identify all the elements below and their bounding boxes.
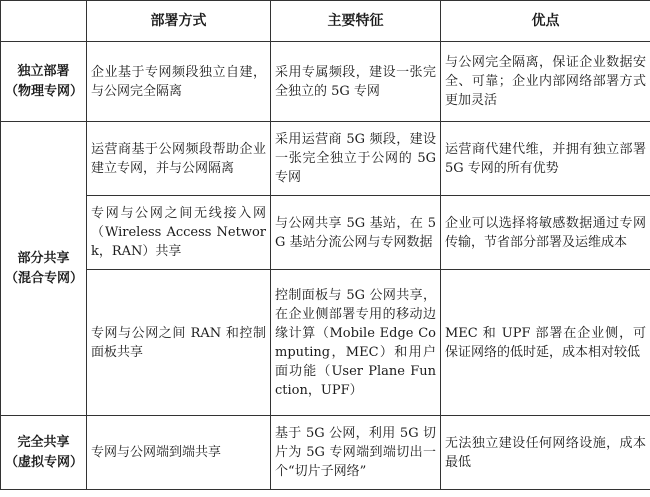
table-row [1,416,650,490]
table-row [1,196,650,270]
table-row [1,270,650,416]
advantage-cell: MEC 和 UPF 部署在企业侧，可保证网络的低时延，成本相对较低 [441,270,650,416]
deploy-cell: 专网与公网之间 RAN 和控制面板共享 [87,270,271,416]
table-row [1,42,650,122]
category-cell-full [1,416,87,490]
deploy-cell: 专网与公网之间无线接入网（Wireless Access Network，RAN）共享 [87,196,271,270]
deploy-cell: 企业基于专网频段独立自建，与公网完全隔离 [87,42,271,122]
deploy-cell: 运营商基于公网频段帮助企业建立专网，并与公网隔离 [87,122,271,196]
category-title: 独立部署 [17,63,70,79]
table-row [1,122,650,196]
feature-cell: 控制面板与 5G 公网共享，在企业侧部署专用的移动边缘计算（Mobile Edge Computing，MEC）和用户面功能（User Plane Function，UPF） [271,270,441,416]
feature-cell: 采用专属频段，建设一张完全独立的 5G 专网 [271,42,441,122]
category-title: 完全共享 [17,434,70,450]
deploy-cell: 专网与公网端到端共享 [87,416,271,490]
header-advantage: 优点 [441,1,650,42]
advantage-cell: 运营商代建代维，并拥有独立部署 5G 专网的所有优势 [441,122,650,196]
header-main-feature: 主要特征 [271,1,441,42]
feature-cell: 与公网共享 5G 基站，在 5G 基站分流公网与专网数据 [271,196,441,270]
category-subtitle: （混合专网） [5,270,84,286]
feature-cell: 采用运营商 5G 频段，建设一张完全独立于公网的 5G 专网 [271,122,441,196]
category-cell-partial [1,122,87,416]
category-subtitle: （虚拟专网） [5,454,84,470]
category-subtitle: （物理专网） [5,83,84,99]
advantage-cell: 企业可以选择将敏感数据通过专网传输，节省部分部署及运维成本 [441,196,650,270]
feature-cell: 基于 5G 公网，利用 5G 切片为 5G 专网端到端切出一个“切片子网络” [271,416,441,490]
header-category [1,1,87,42]
category-title: 部分共享 [17,250,70,266]
advantage-cell: 与公网完全隔离，保证企业数据安全、可靠；企业内部网络部署方式更加灵活 [441,42,650,122]
advantage-cell: 无法独立建设任何网络设施，成本最低 [441,416,650,490]
table-header-row [1,1,650,42]
category-cell-independent [1,42,87,122]
header-deploy-method: 部署方式 [87,1,271,42]
